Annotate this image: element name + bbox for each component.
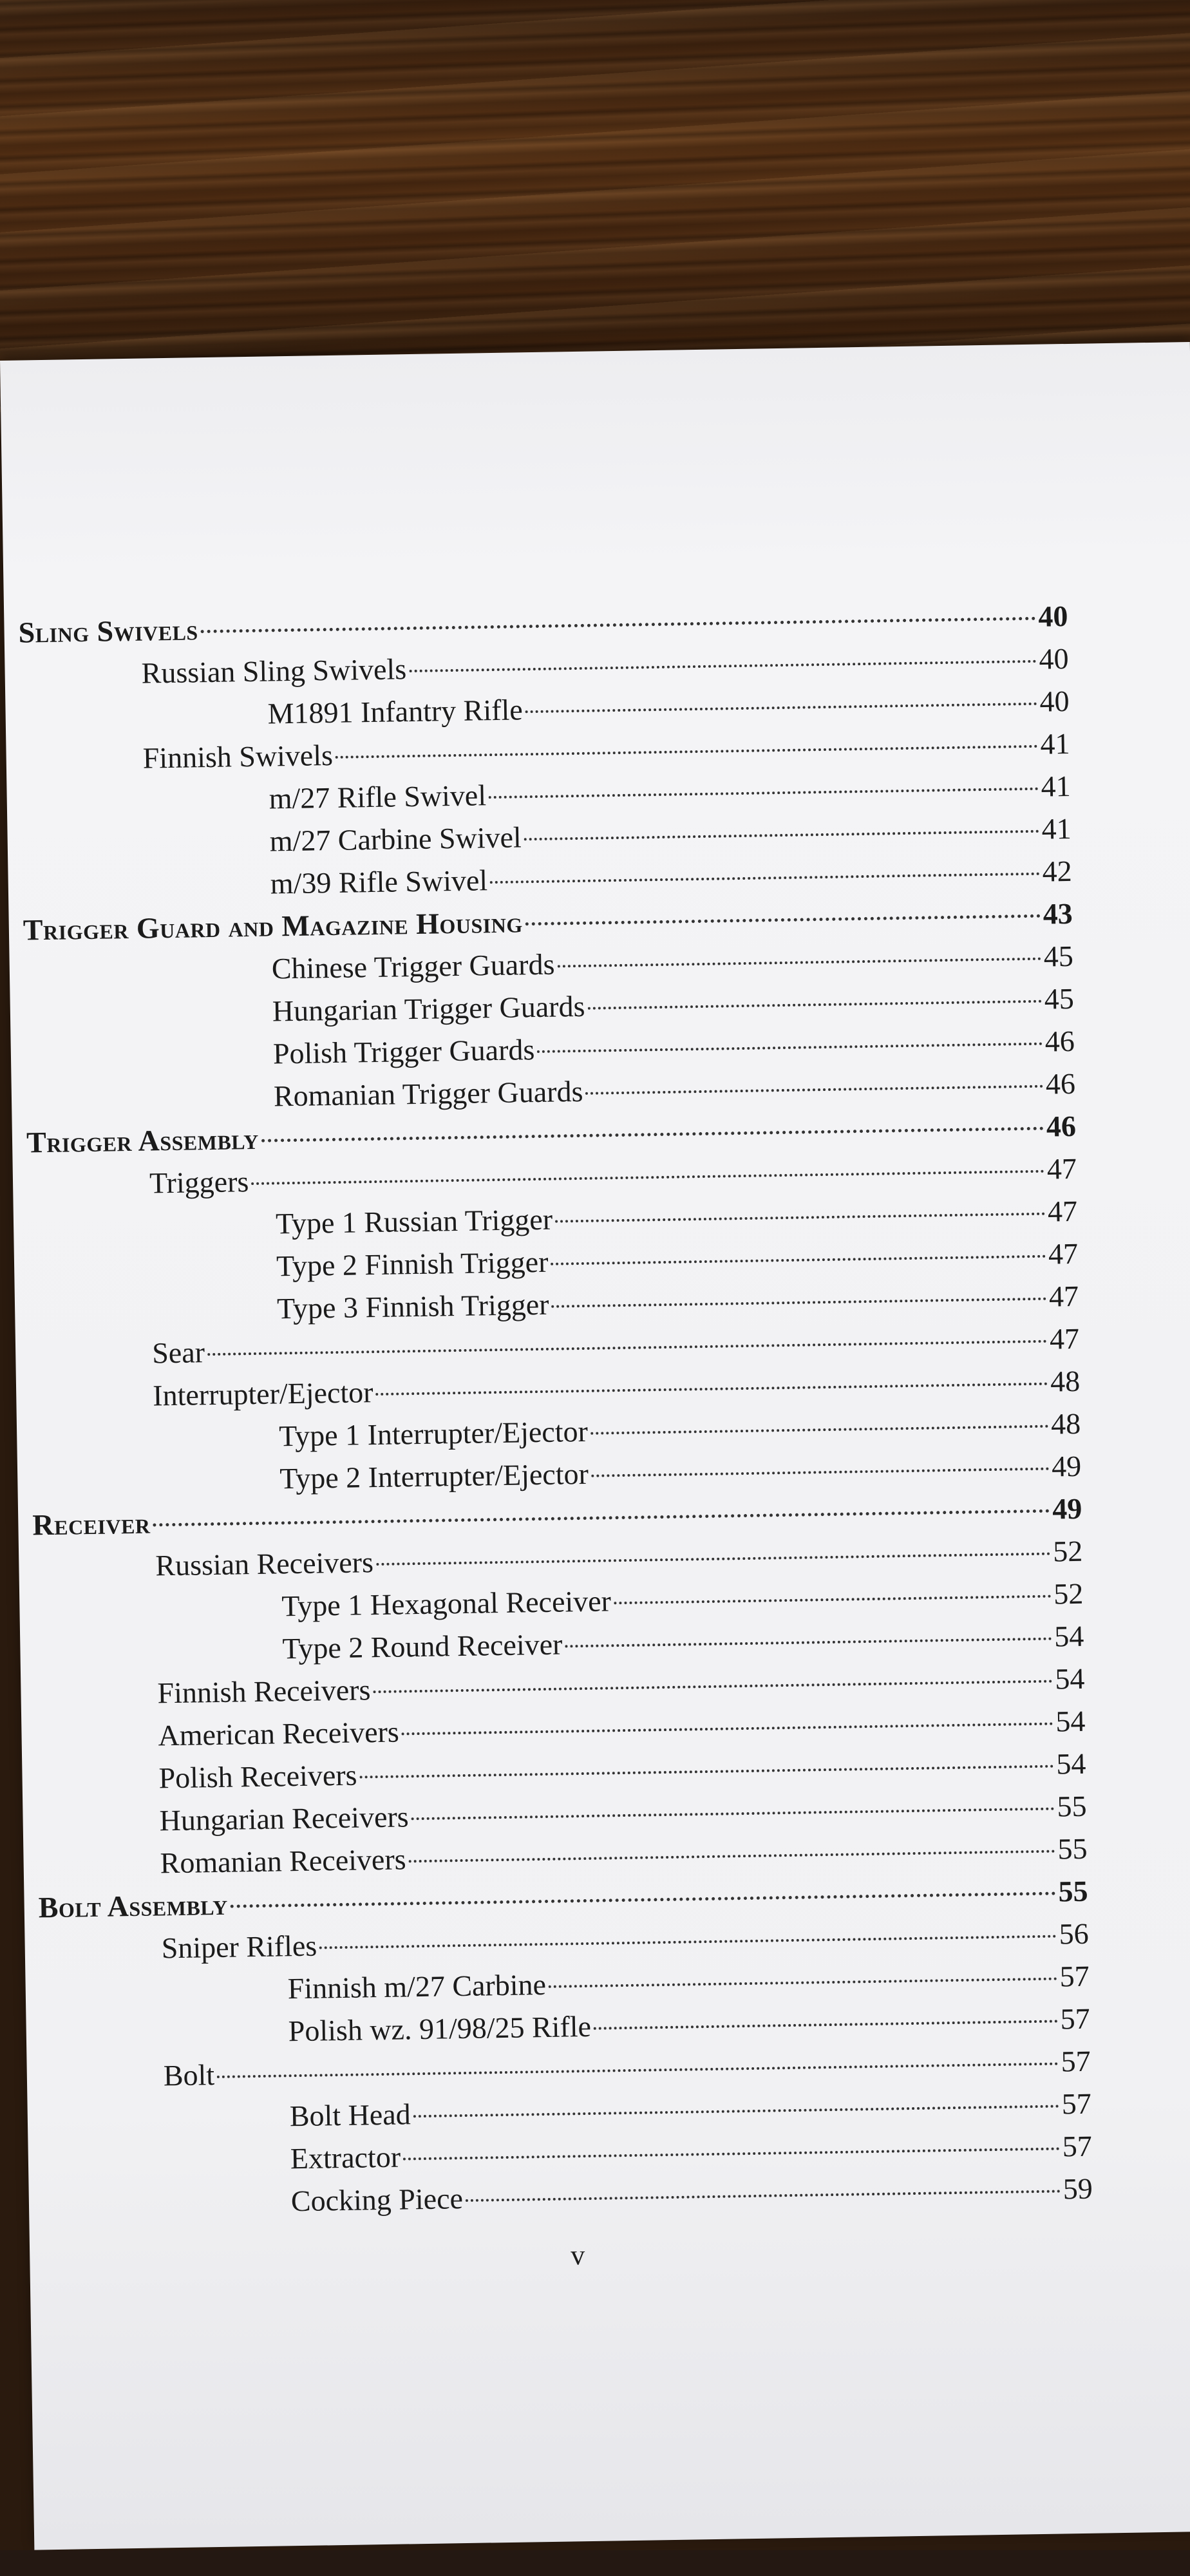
toc-entry-page-number: 48 (1050, 1406, 1081, 1441)
toc-entry-title: Romanian Trigger Guards (273, 1074, 583, 1113)
toc-entry-page-number: 57 (1059, 1959, 1090, 1993)
toc-entry-page-number: 49 (1052, 1492, 1082, 1526)
toc-entry-page-number: 57 (1062, 2129, 1093, 2163)
toc-entry-title: Romanian Receivers (160, 1842, 406, 1880)
dot-leader (551, 1298, 1046, 1308)
dot-leader (251, 1170, 1044, 1185)
dot-leader (557, 958, 1041, 968)
toc-entry-title: Bolt Assembly (38, 1888, 229, 1924)
toc-entry-page-number: 47 (1048, 1279, 1079, 1313)
toc-entry-title: Russian Receivers (155, 1546, 374, 1582)
toc-entry-page-number: 40 (1039, 641, 1069, 676)
toc-entry-title: Receiver (32, 1506, 151, 1542)
toc-entry-page-number: 56 (1059, 1917, 1089, 1951)
toc-entry-title: Type 2 Interrupter/Ejector (279, 1457, 589, 1495)
toc-entry-title: m/27 Rifle Swivel (269, 779, 487, 815)
toc-entry-page-number: 54 (1056, 1747, 1086, 1781)
dot-leader (525, 703, 1037, 713)
toc-entry-title: Type 3 Finnish Trigger (276, 1287, 549, 1325)
dot-leader (549, 1978, 1057, 1988)
dot-leader (413, 2105, 1059, 2117)
table-edge-bottom (0, 2550, 1190, 2576)
toc-entry-title: M1891 Infantry Rifle (267, 693, 524, 730)
toc-entry-page-number: 55 (1057, 1832, 1088, 1866)
dot-leader (565, 1638, 1052, 1648)
dot-leader (409, 660, 1036, 672)
dot-leader (359, 1765, 1053, 1779)
dot-leader (261, 1127, 1044, 1142)
toc-entry-title: m/39 Rifle Swivel (270, 864, 488, 900)
dot-leader (587, 1000, 1041, 1010)
toc-entry-title: m/27 Carbine Swivel (269, 820, 522, 858)
toc-entry-page-number: 42 (1042, 854, 1073, 888)
book-page (0, 342, 1190, 2550)
toc-entry-page-number: 59 (1062, 2172, 1093, 2206)
dot-leader (319, 1935, 1056, 1949)
dot-leader (231, 1892, 1056, 1908)
toc-entry-page-number: 48 (1050, 1364, 1081, 1398)
dot-leader (153, 1510, 1050, 1527)
toc-entry-title: Polish Trigger Guards (272, 1033, 535, 1070)
toc-entry-page-number: 46 (1046, 1109, 1077, 1143)
toc-entry-page-number: 55 (1057, 1789, 1087, 1823)
toc-entry-title: Extractor (290, 2140, 401, 2175)
toc-entry-title: Sling Swivels (18, 613, 199, 649)
dot-leader (466, 2190, 1061, 2202)
toc-entry-page-number: 52 (1053, 1577, 1084, 1611)
toc-entry-page-number: 47 (1048, 1236, 1079, 1271)
toc-entry-page-number: 41 (1041, 769, 1071, 803)
toc-entry-title: Cocking Piece (290, 2182, 464, 2218)
toc-entry-page-number: 57 (1061, 2087, 1092, 2121)
toc-entry-page-number: 45 (1044, 981, 1075, 1016)
dot-leader (217, 2063, 1059, 2079)
toc-entry-title: Trigger Guard and Magazine Housing (23, 905, 524, 947)
toc-entry-title: Finnish Receivers (157, 1673, 371, 1710)
toc-entry-title: Type 2 Round Receiver (282, 1627, 563, 1665)
toc-entry-title: Bolt (163, 2058, 215, 2092)
page-folio: v (570, 2239, 585, 2271)
dot-leader (551, 1255, 1046, 1265)
toc-entry-title: Triggers (149, 1165, 249, 1200)
toc-entry-title: Sear (151, 1336, 205, 1370)
dot-leader (524, 830, 1039, 841)
toc-entry-page-number: 57 (1061, 2044, 1091, 2078)
toc-entry-title: Finnish Swivels (142, 738, 334, 775)
dot-leader (555, 1213, 1045, 1223)
dot-leader (594, 2020, 1058, 2030)
toc-entry-page-number: 54 (1055, 1704, 1086, 1738)
dot-leader (411, 1808, 1055, 1821)
toc-entry-page-number: 41 (1041, 811, 1072, 846)
dot-leader (409, 1850, 1055, 1863)
toc-entry-page-number: 40 (1038, 600, 1068, 633)
toc-entry-title: Chinese Trigger Guards (271, 947, 555, 985)
toc-entry-page-number: 47 (1049, 1321, 1080, 1356)
toc-entry-page-number: 46 (1045, 1066, 1076, 1101)
toc-entry-title: Type 1 Interrupter/Ejector (278, 1414, 589, 1453)
dot-leader (489, 788, 1039, 799)
toc-entry-title: Sniper Rifles (161, 1929, 317, 1965)
toc-entry-title: Hungarian Trigger Guards (272, 989, 585, 1028)
dot-leader (591, 1468, 1049, 1477)
toc-entry-page-number: 47 (1047, 1194, 1078, 1228)
toc-entry-page-number: 41 (1040, 726, 1070, 761)
toc-entry-title: Trigger Assembly (26, 1122, 260, 1159)
dot-leader (335, 745, 1038, 759)
toc-entry-page-number: 40 (1039, 684, 1070, 718)
toc-entry-title: Interrupter/Ejector (152, 1376, 373, 1412)
toc-entry-page-number: 52 (1052, 1534, 1083, 1568)
toc-entry-page-number: 54 (1054, 1662, 1085, 1696)
dot-leader (376, 1553, 1050, 1566)
toc-entry-title: Type 1 Russian Trigger (275, 1202, 553, 1240)
dot-leader (490, 873, 1040, 884)
toc-entry-page-number: 49 (1051, 1449, 1082, 1483)
dot-leader (590, 1425, 1048, 1435)
dot-leader (207, 1340, 1047, 1356)
dot-leader (402, 1723, 1053, 1736)
dot-leader (585, 1085, 1043, 1095)
toc-entry-page-number: 45 (1043, 939, 1074, 973)
toc-entry-page-number: 46 (1044, 1024, 1075, 1058)
toc-entry-title: Russian Sling Swivels (141, 652, 407, 690)
dot-leader (537, 1043, 1043, 1053)
toc-entry-page-number: 54 (1053, 1619, 1084, 1653)
toc-entry-title: Type 2 Finnish Trigger (276, 1245, 549, 1283)
table-of-contents (18, 595, 1093, 2226)
toc-entry-title: Polish wz. 91/98/25 Rifle (288, 2009, 592, 2048)
toc-entry-title: Polish Receivers (158, 1758, 357, 1795)
dot-leader (373, 1680, 1052, 1694)
toc-entry-title: Type 1 Hexagonal Receiver (281, 1584, 612, 1623)
dot-leader (403, 2147, 1060, 2160)
dot-leader (376, 1383, 1048, 1396)
dot-leader (525, 914, 1041, 926)
toc-entry-page-number: 55 (1058, 1874, 1088, 1908)
toc-entry-title: Hungarian Receivers (159, 1800, 410, 1837)
toc-entry-title: Bolt Head (289, 2098, 411, 2133)
toc-entry-title: Finnish m/27 Carbine (287, 1967, 547, 2005)
toc-entry-page-number: 47 (1046, 1151, 1077, 1186)
dot-leader (614, 1595, 1051, 1605)
toc-entry-title: American Receivers (158, 1715, 400, 1752)
dot-leader (201, 617, 1036, 633)
toc-entry-page-number: 43 (1043, 896, 1073, 931)
toc-entry-page-number: 57 (1060, 2002, 1091, 2036)
